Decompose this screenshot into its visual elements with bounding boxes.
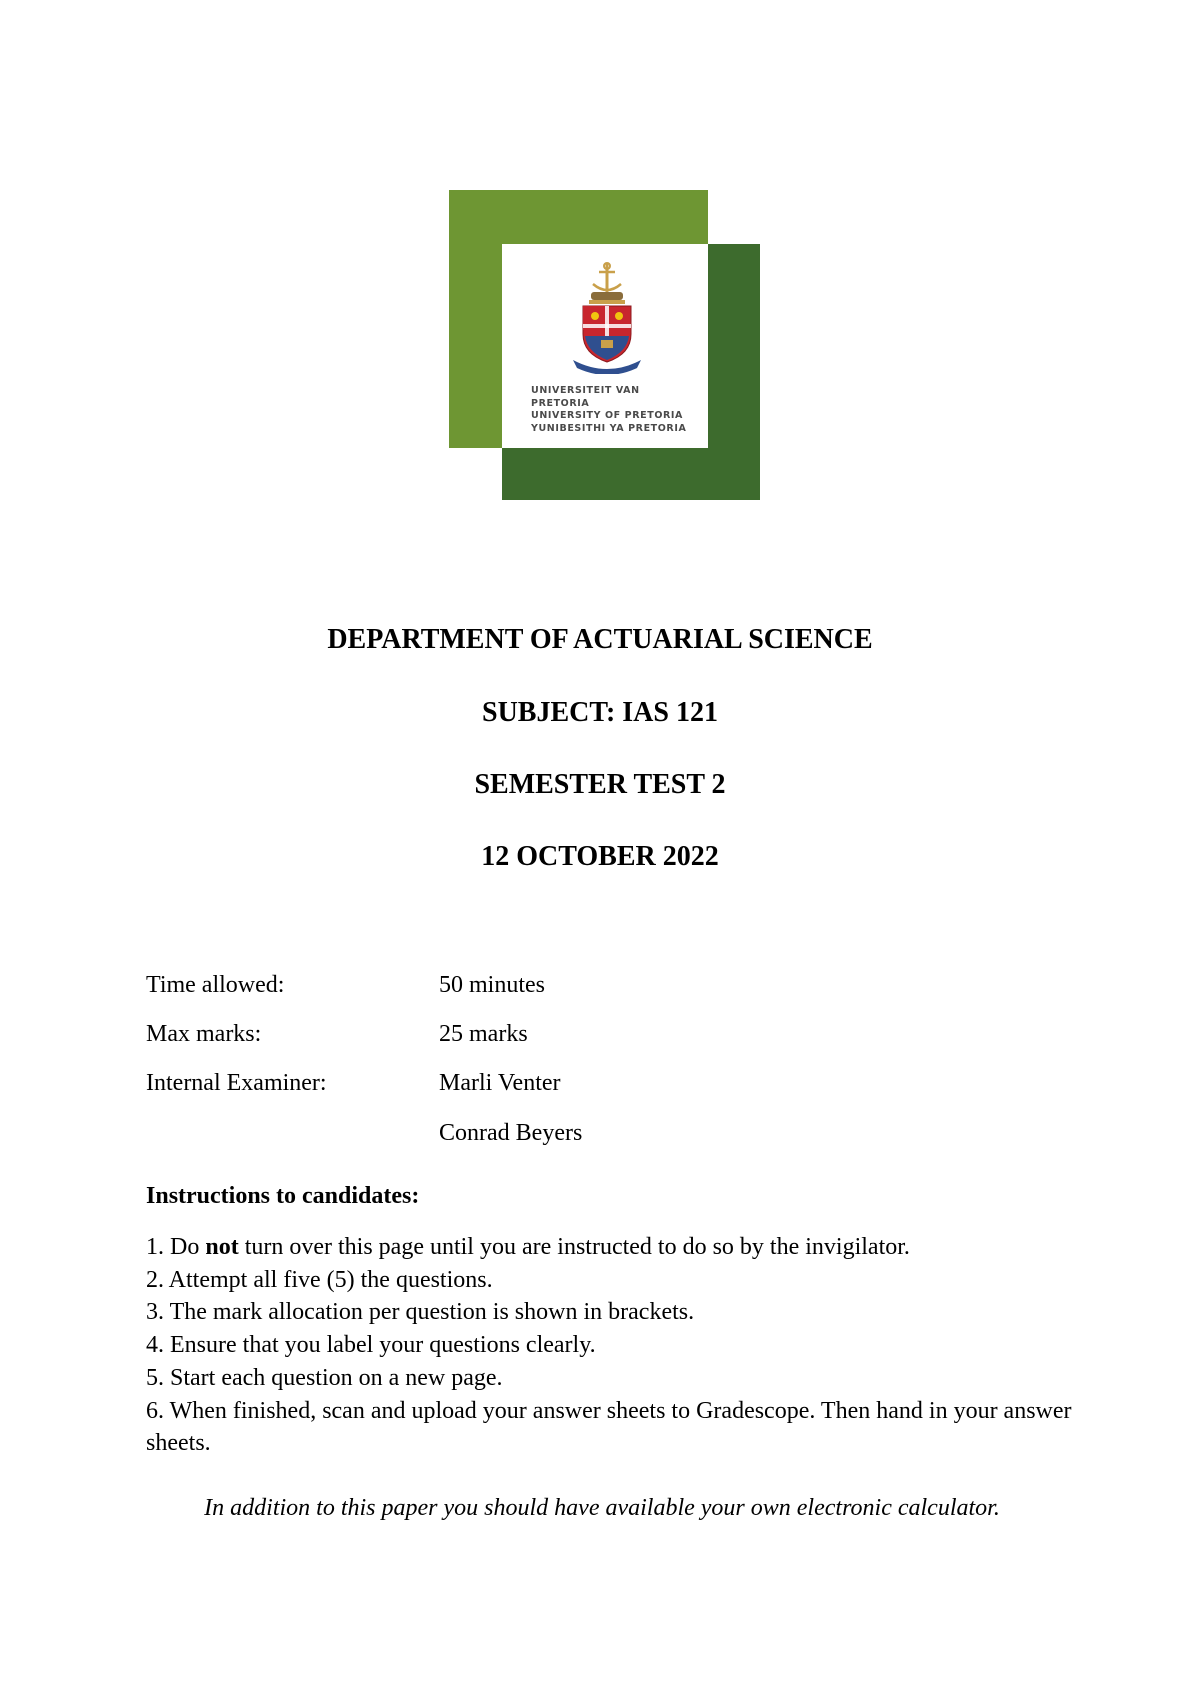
- instruction-item-2: 2. Attempt all five (5) the questions.: [146, 1266, 493, 1293]
- instruction-item-5: 5. Start each question on a new page.: [146, 1364, 503, 1391]
- examiner-name-2: Conrad Beyers: [439, 1120, 583, 1146]
- university-name-sepedi: YUNIBESITHI YA PRETORIA: [531, 422, 687, 434]
- instruction-1-suffix: turn over this page until you are instructed to do so by the invigilator.: [238, 1234, 910, 1260]
- date-heading: 12 OCTOBER 2022: [481, 841, 719, 872]
- university-logo: [449, 190, 760, 500]
- instruction-1-bold: not: [205, 1234, 239, 1260]
- calculator-note: In addition to this paper you should have available your own electronic calculator.: [204, 1495, 1000, 1521]
- instruction-item-4: 4. Ensure that you label your questions clearly.: [146, 1332, 596, 1359]
- max-marks-value: 25 marks: [439, 1021, 528, 1047]
- test-heading: SEMESTER TEST 2: [474, 769, 726, 800]
- max-marks-label: Max marks:: [146, 1021, 262, 1047]
- department-heading: DEPARTMENT OF ACTUARIAL SCIENCE: [327, 624, 873, 655]
- university-name-lines: [531, 385, 691, 435]
- subject-heading: SUBJECT: IAS 121: [482, 697, 718, 728]
- time-allowed-value: 50 minutes: [439, 972, 545, 998]
- examiner-name-1: Marli Venter: [439, 1070, 561, 1096]
- instruction-1-prefix: 1. Do: [146, 1234, 206, 1260]
- instructions-list: [146, 1231, 1076, 1460]
- instructions-title: Instructions to candidates:: [146, 1183, 420, 1209]
- university-name-afrikaans: UNIVERSITEIT VAN PRETORIA: [531, 385, 640, 409]
- time-allowed-label: Time allowed:: [146, 972, 285, 998]
- instruction-item-1: [146, 1231, 1076, 1264]
- instruction-item-3: 3. The mark allocation per question is shown in brackets.: [146, 1299, 695, 1326]
- instruction-item-6: 6. When finished, scan and upload your answer sheets to Gradescope. Then hand in your answer sheets.: [146, 1397, 1072, 1457]
- university-name-english: UNIVERSITY OF PRETORIA: [531, 410, 683, 421]
- internal-examiner-label: Internal Examiner:: [146, 1070, 327, 1096]
- university-crest-icon: [567, 262, 647, 374]
